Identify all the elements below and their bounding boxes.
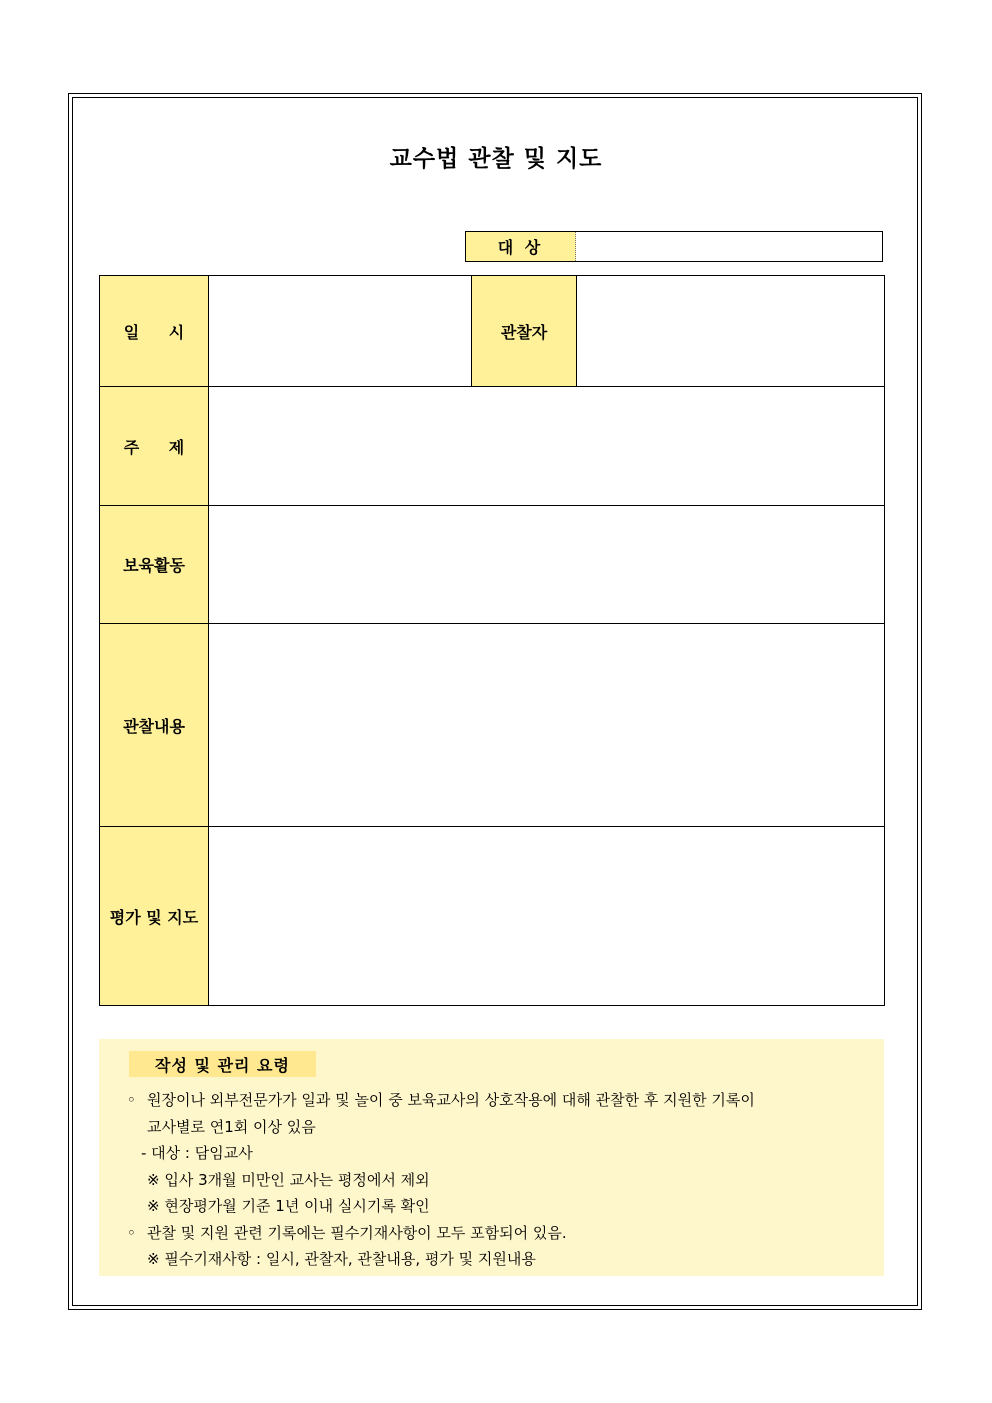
observer-label: 관찰자 xyxy=(471,276,577,386)
target-field xyxy=(465,231,883,262)
row-datetime xyxy=(100,276,884,387)
activity-value-input[interactable] xyxy=(209,506,884,623)
writing-guide-box xyxy=(99,1039,884,1276)
observation-form-table xyxy=(99,275,885,1006)
row-activity xyxy=(100,506,884,624)
row-topic xyxy=(100,387,884,506)
bullet-icon: ◦ xyxy=(127,1091,136,1109)
guide-line: 교사별로 연1회 이상 있음 xyxy=(147,1117,316,1136)
guide-line: ※ 필수기재사항 : 일시, 관찰자, 관찰내용, 평가 및 지원내용 xyxy=(147,1250,536,1268)
guide-line: - 대상 : 담임교사 xyxy=(141,1144,253,1162)
evaluation-value-input[interactable] xyxy=(209,827,884,1005)
row-evaluation xyxy=(100,827,884,1005)
datetime-label: 일 시 xyxy=(100,276,209,386)
observation-value-input[interactable] xyxy=(209,624,884,826)
observer-value-input[interactable] xyxy=(577,276,884,386)
guide-text xyxy=(127,1087,867,1273)
guide-line: ◦ 관찰 및 지원 관련 기록에는 필수기재사항이 모두 포함되어 있음. xyxy=(127,1220,867,1247)
guide-line: ※ 현장평가월 기준 1년 이내 실시기록 확인 xyxy=(147,1197,430,1215)
datetime-value-input[interactable] xyxy=(209,276,471,386)
document-title: 교수법 관찰 및 지도 xyxy=(389,146,603,172)
guide-line: ◦ 원장이나 외부전문가가 일과 및 놀이 중 보육교사의 상호작용에 대해 관찰한 후 지원한 기록이 xyxy=(127,1087,867,1114)
target-label: 대 상 xyxy=(466,232,576,261)
guide-title: 작성 및 관리 요령 xyxy=(129,1051,316,1077)
observation-label: 관찰내용 xyxy=(100,624,209,826)
topic-value-input[interactable] xyxy=(209,387,884,505)
bullet-icon: ◦ xyxy=(127,1223,136,1242)
target-value-input[interactable] xyxy=(576,232,882,261)
row-observation xyxy=(100,624,884,827)
topic-label: 주 제 xyxy=(100,387,209,505)
evaluation-label: 평가 및 지도 xyxy=(100,827,209,1005)
guide-line: ※ 입사 3개월 미만인 교사는 평정에서 제외 xyxy=(147,1170,430,1189)
activity-label: 보육활동 xyxy=(100,506,209,623)
